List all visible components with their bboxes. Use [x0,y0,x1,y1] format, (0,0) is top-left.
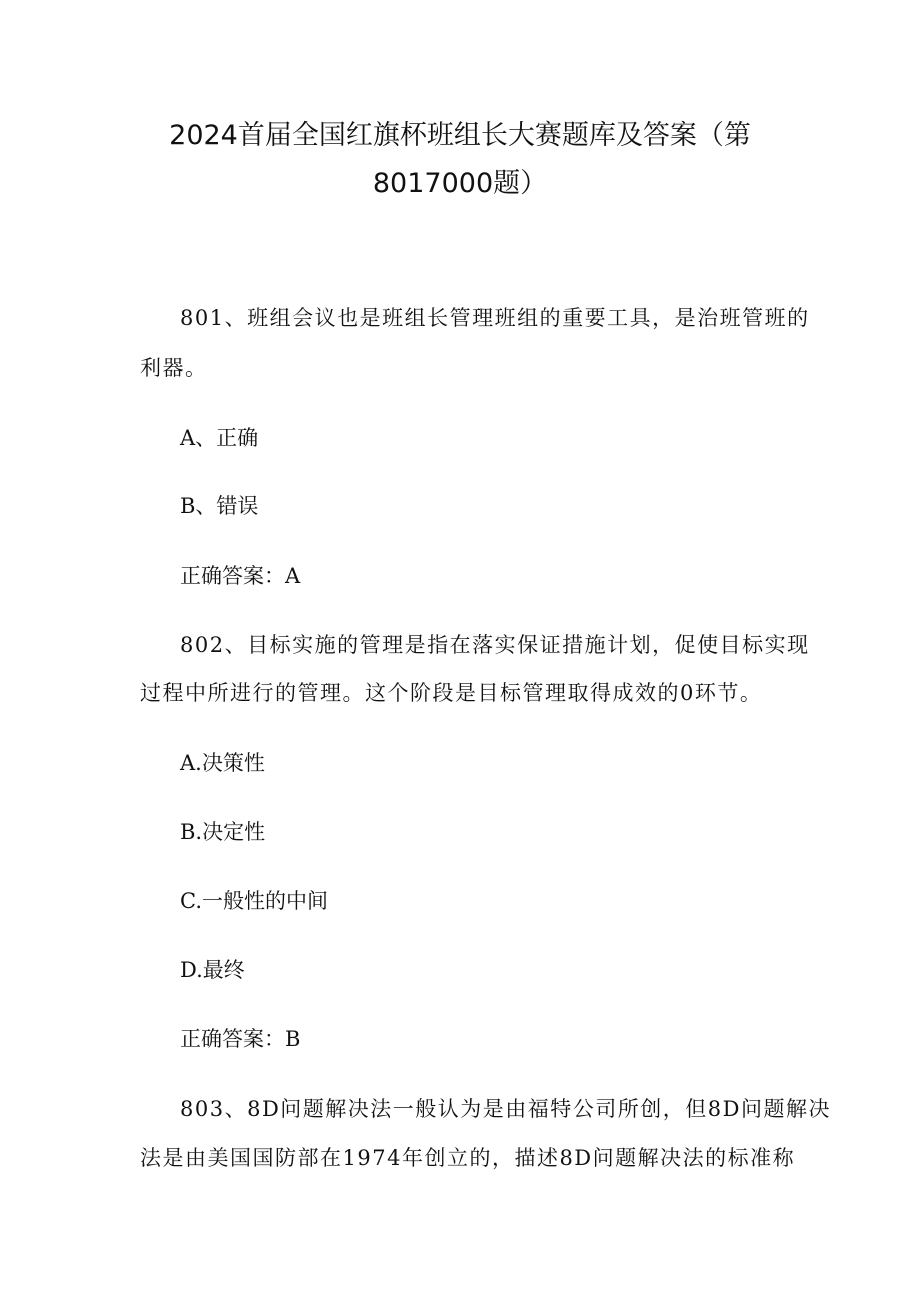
question-803-stem-line-2: 法是由美国国防部在1974年创立的，描述8D问题解决法的标准称 [140,1146,796,1170]
question-802-option-b: B.决定性 [180,820,266,844]
question-802-stem-line-1: 802、目标实施的管理是指在落实保证措施计划，促使目标实现 [180,633,810,657]
question-801-answer: 正确答案：A [180,564,301,588]
question-802-answer: 正确答案：B [180,1027,301,1051]
question-803-stem-line-1: 803、8D问题解决法一般认为是由福特公司所创，但8D问题解决 [180,1097,831,1121]
question-801-option-b: B、错误 [180,494,259,518]
question-801-stem-line-1: 801、班组会议也是班组长管理班组的重要工具，是治班管班的 [180,306,810,330]
question-802-stem-line-2: 过程中所进行的管理。这个阶段是目标管理取得成效的0环节。 [140,681,763,705]
document-title-line-1: 2024首届全国红旗杯班组长大赛题库及答案（第 [169,120,751,151]
question-801-stem-line-2: 利器。 [140,356,208,380]
question-801-option-a: A、正确 [180,426,259,450]
document-title-line-2: 8017000题） [372,168,548,199]
question-802-option-d: D.最终 [180,958,245,982]
question-802-option-c: C.一般性的中间 [180,889,328,913]
question-802-option-a: A.决策性 [180,751,265,775]
